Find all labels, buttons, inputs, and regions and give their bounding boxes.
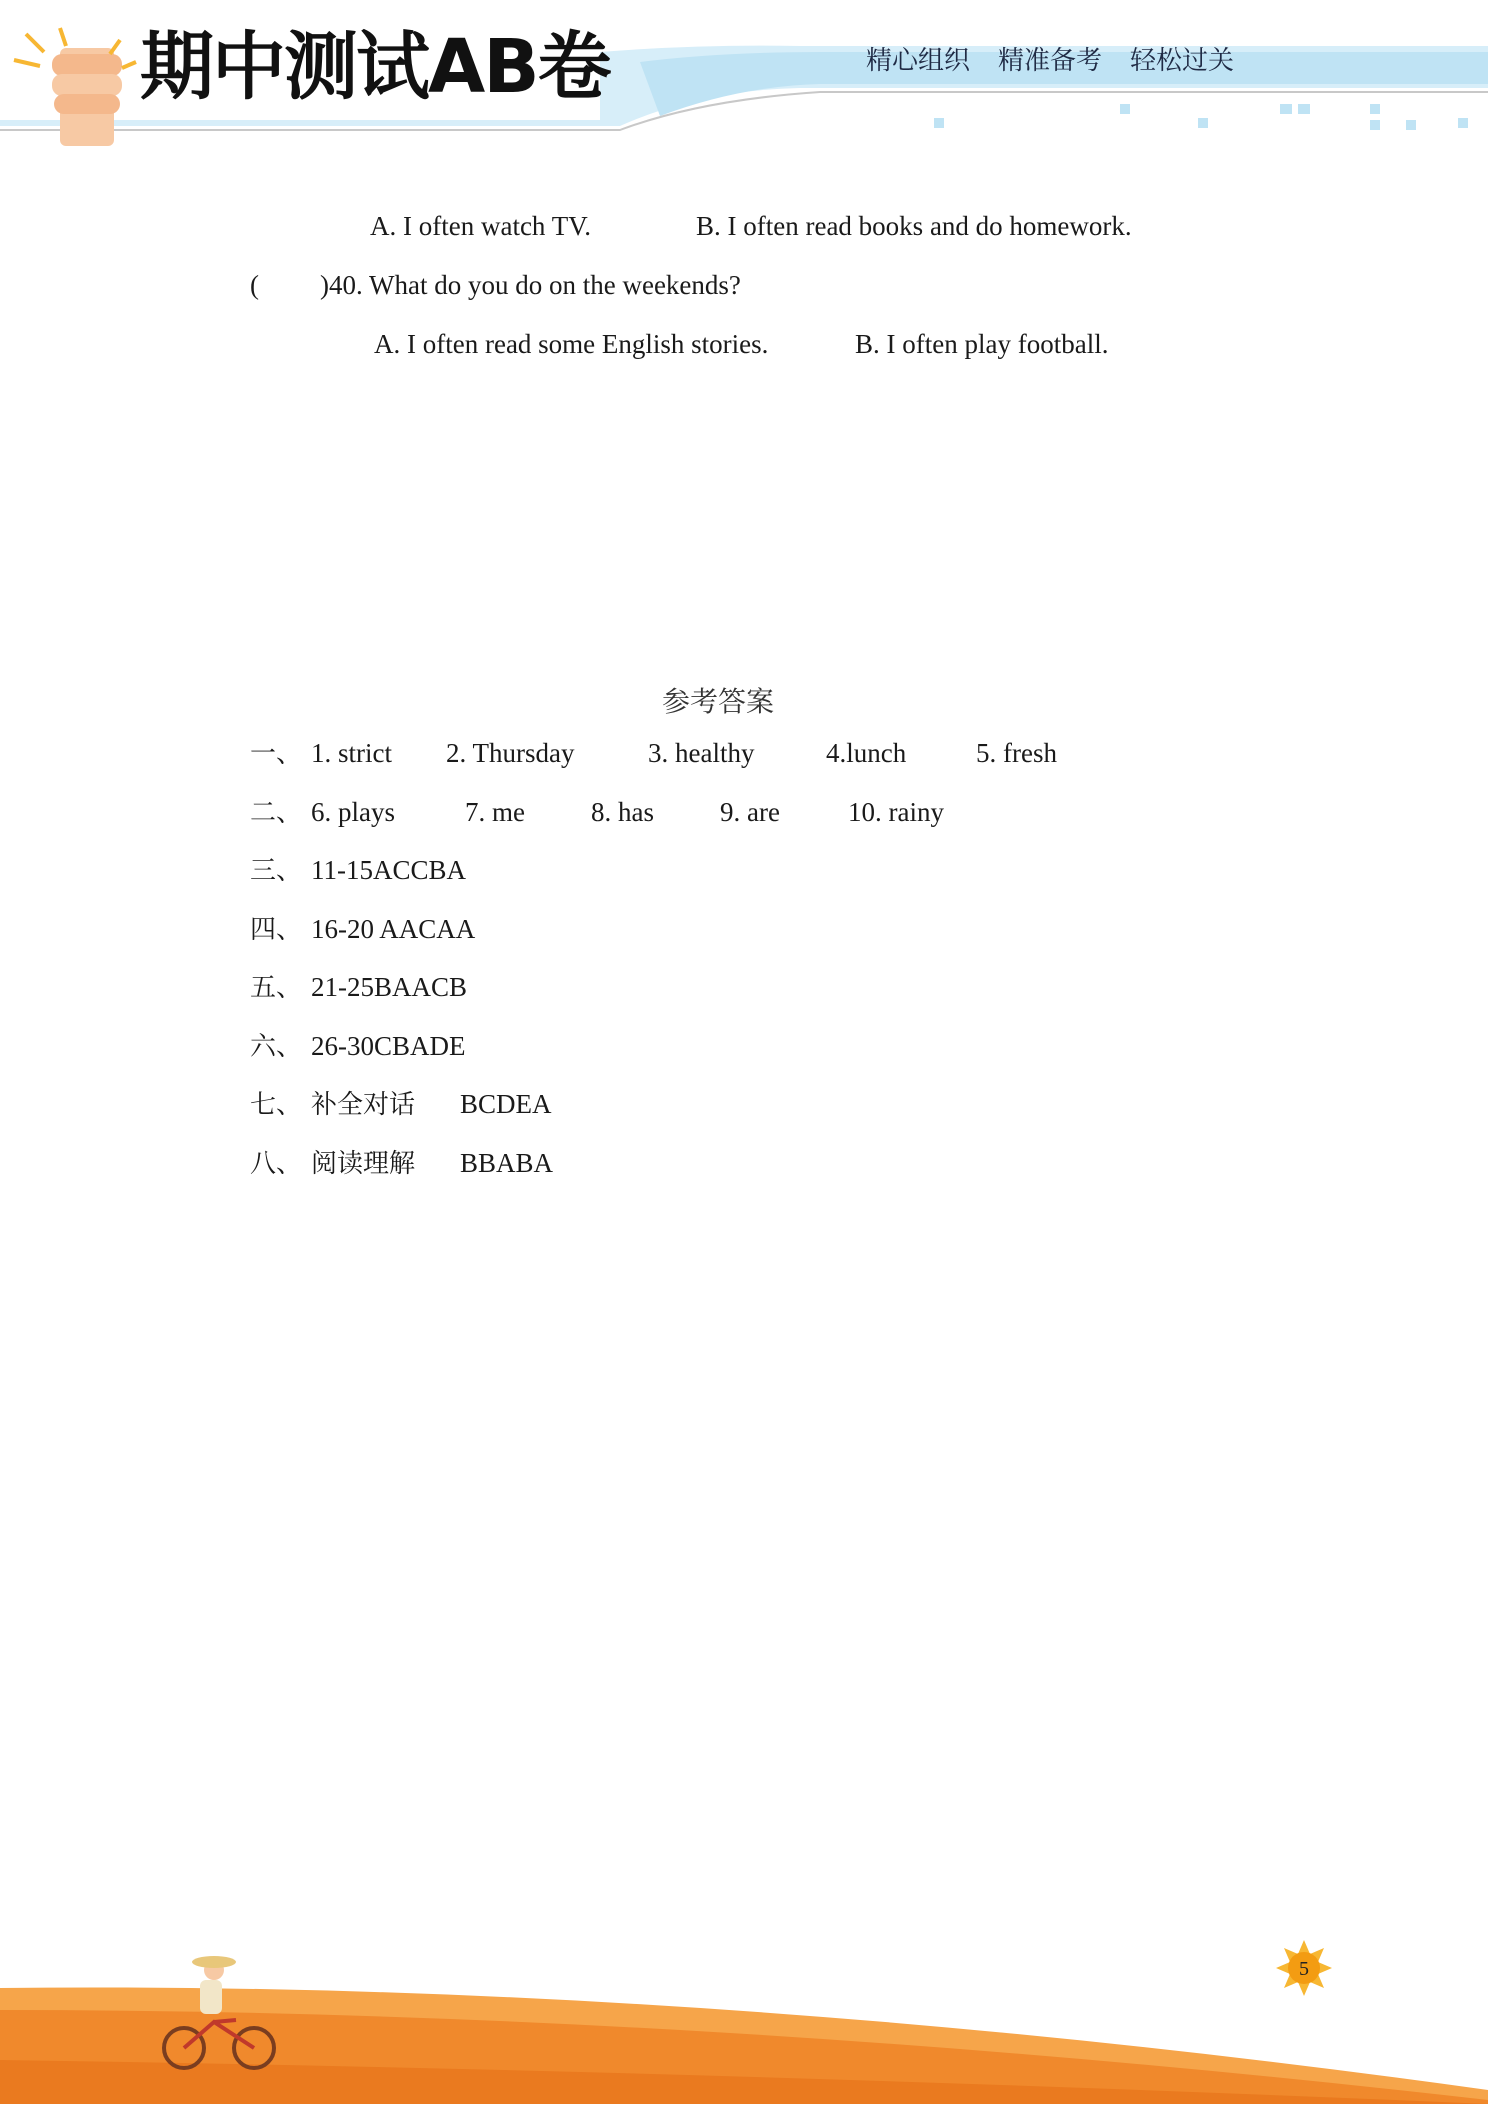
answer-item: 1. strict — [311, 738, 392, 768]
q39-option-b: B. I often read books and do homework. — [696, 211, 1132, 241]
header-title: 期中测试AB卷 — [140, 24, 610, 110]
answer-item: 4.lunch — [826, 738, 907, 768]
answer-item: 9. are — [720, 797, 780, 827]
answer-item: 5. fresh — [976, 738, 1057, 768]
answer-sec5-prefix: 五、 — [250, 973, 303, 1003]
footer-graphic — [0, 1940, 1488, 2104]
q39-option-a: A. I often watch TV. — [370, 211, 591, 241]
answer-item: 7. me — [465, 797, 525, 827]
answer-sec2-prefix: 二、 — [250, 798, 303, 828]
answer-sec7-prefix: 七、 — [250, 1090, 303, 1120]
answer-sec3-prefix: 三、 — [250, 856, 303, 886]
answer-sec4-text: 16-20 AACAA — [311, 914, 476, 944]
answer-item: 6. plays — [311, 797, 395, 827]
answer-item: 10. rainy — [848, 797, 944, 827]
answer-sec1-prefix: 一、 — [250, 739, 303, 769]
page-footer — [0, 1940, 1488, 2104]
answer-key-title: 参考答案 — [662, 685, 775, 718]
answer-sec4-prefix: 四、 — [250, 915, 303, 945]
q40-option-a: A. I often read some English stories. — [374, 329, 769, 359]
page-header — [0, 0, 1488, 150]
answer-item: 8. has — [591, 797, 654, 827]
fist-logo-icon — [14, 28, 136, 146]
answer-sec6-prefix: 六、 — [250, 1032, 303, 1062]
answer-item: 3. healthy — [648, 738, 755, 768]
answer-sec8-label: 阅读理解 — [311, 1149, 416, 1179]
slogan-1: 精心组织 — [866, 46, 971, 76]
q40-answer-paren: ( — [250, 270, 259, 300]
slogan-2: 精准备考 — [998, 46, 1103, 76]
answer-item: 2. Thursday — [446, 738, 575, 768]
answer-sec3-text: 11-15ACCBA — [311, 855, 467, 885]
q40-option-b: B. I often play football. — [855, 329, 1109, 359]
answer-sec8-text: BBABA — [460, 1148, 554, 1178]
answer-sec6-text: 26-30CBADE — [311, 1031, 466, 1061]
answer-sec7-text: BCDEA — [460, 1089, 552, 1119]
header-slogans — [866, 48, 1234, 74]
q40-question: )40. What do you do on the weekends? — [320, 270, 741, 300]
answer-sec7-label: 补全对话 — [311, 1090, 416, 1120]
slogan-3: 轻松过关 — [1130, 46, 1235, 76]
answer-sec8-prefix: 八、 — [250, 1149, 303, 1179]
answer-sec5-text: 21-25BAACB — [311, 972, 468, 1002]
page-number: 5 — [1299, 1958, 1309, 1980]
